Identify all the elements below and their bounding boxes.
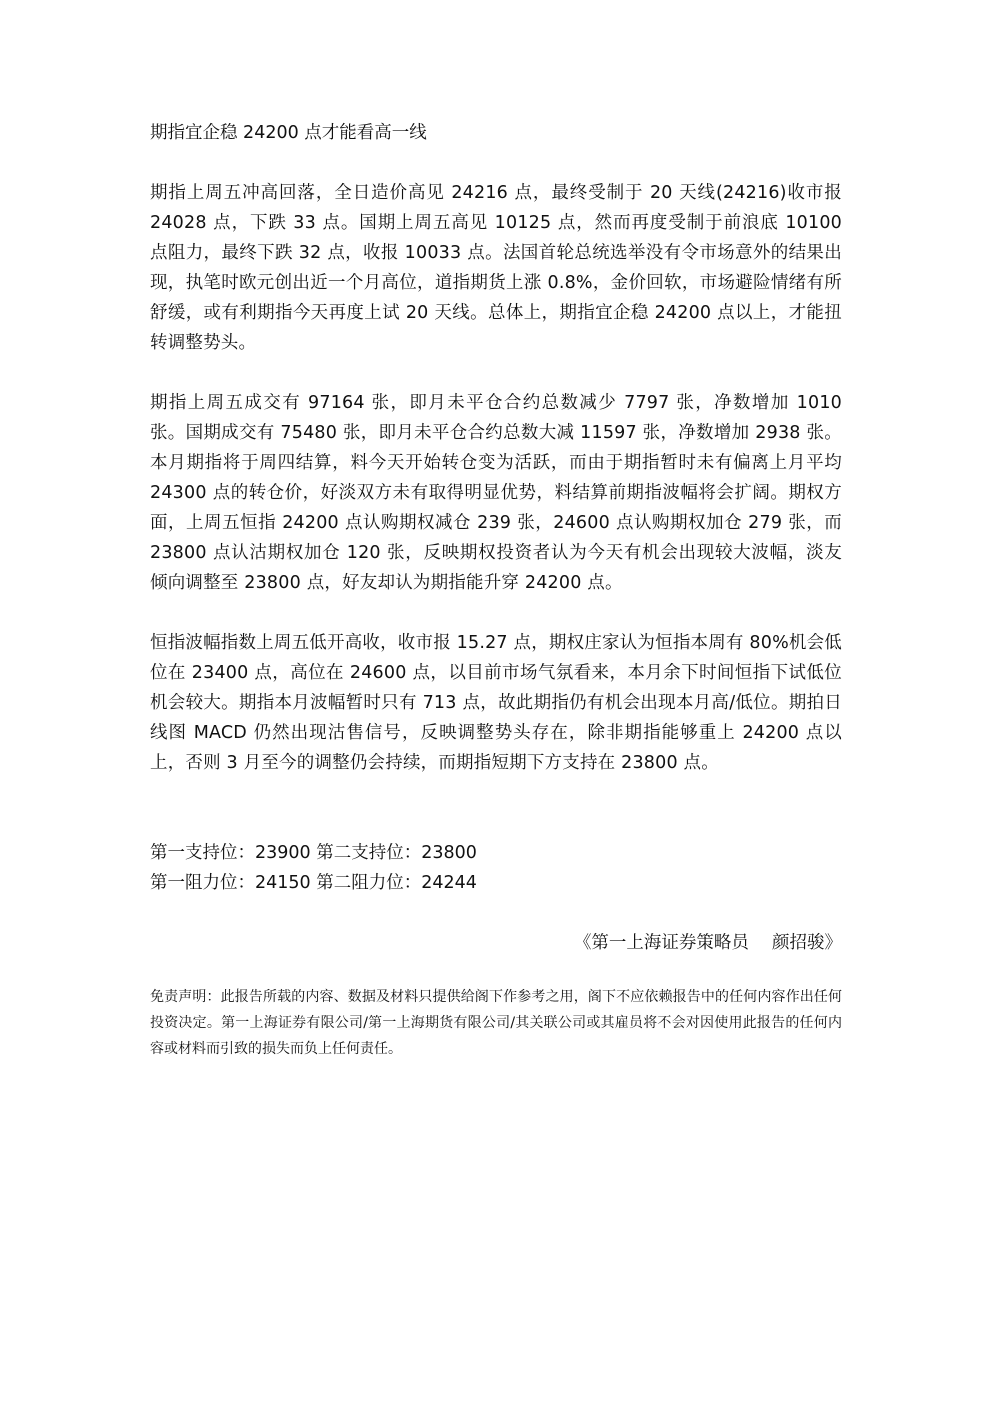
document-page bbox=[150, 118, 842, 1076]
paragraph-open-interest: 期指上周五成交有 97164 张，即月未平仓合约总数减少 7797 张，净数增加 1010 张。国期成交有 75480 张，即月未平仓合约总数大减 11597 张，净数增加 2938 张。本月期指将于周四结算，料今天开始转仓变为活跃，而由于期指暂时未有偏离上月平均 24300 点的转仓价，好淡双方未有取得明显优势，料结算前期指波幅将会扩阔。期权方面，上周五恒指 24200 点认购期权减仓 239 张，24600 点认购期权加仓 279 张，而 23800 点认沽期权加仓 120 张，反映期权投资者认为今天有机会出现较大波幅，淡友倾向调整至 23800 点，好友却认为期指能升穿 24200 点。 bbox=[150, 393, 842, 593]
spacer bbox=[150, 778, 842, 838]
price-levels bbox=[150, 838, 842, 898]
disclaimer: 免责声明：此报告所载的内容、数据及材料只提供给阁下作参考之用，阁下不应依赖报告中的任何内容作出任何投资决定。第一上海证券有限公司/第一上海期货有限公司/其关联公司或其雇员将不会对因使用此报告的任何内容或材料而引致的损失而负上任何责任。 bbox=[150, 989, 842, 1057]
paragraph-market-review: 期指上周五冲高回落，全日造价高见 24216 点，最终受制于 20 天线(24216)收市报 24028 点，下跌 33 点。国期上周五高见 10125 点，然而再度受制于前浪底 10100 点阻力，最终下跌 32 点，收报 10033 点。法国首轮总统选举没有令市场意外的结果出现，执笔时欧元创出近一个月高位，道指期货上涨 0.8%，金价回软，市场避险情绪有所舒缓，或有利期指今天再度上试 20 天线。总体上，期指宜企稳 24200 点以上，才能扭转调整势头。 bbox=[150, 183, 842, 353]
resistance-levels: 第一阻力位：24150 第二阻力位：24244 bbox=[150, 873, 477, 893]
spacer bbox=[150, 598, 842, 628]
paragraph-volatility: 恒指波幅指数上周五低开高收，收市报 15.27 点，期权庄家认为恒指本周有 80%机会低位在 23400 点，高位在 24600 点，以目前市场气氛看来，本月余下时间恒指下试低位机会较大。期指本月波幅暂时只有 713 点，故此期指仍有机会出现本月高/低位。期拍日线图 MACD 仍然出现沽售信号，反映调整势头存在，除非期指能够重上 24200 点以上，否则 3 月至今的调整仍会持续，而期指短期下方支持在 23800 点。 bbox=[150, 633, 842, 773]
document-title: 期指宜企稳 24200 点才能看高一线 bbox=[150, 123, 427, 143]
support-levels: 第一支持位：23900 第二支持位：23800 bbox=[150, 843, 477, 863]
spacer bbox=[150, 358, 842, 388]
spacer bbox=[150, 148, 842, 178]
author-signature: 《第一上海证券策略员 颜招骏》 bbox=[573, 933, 842, 953]
